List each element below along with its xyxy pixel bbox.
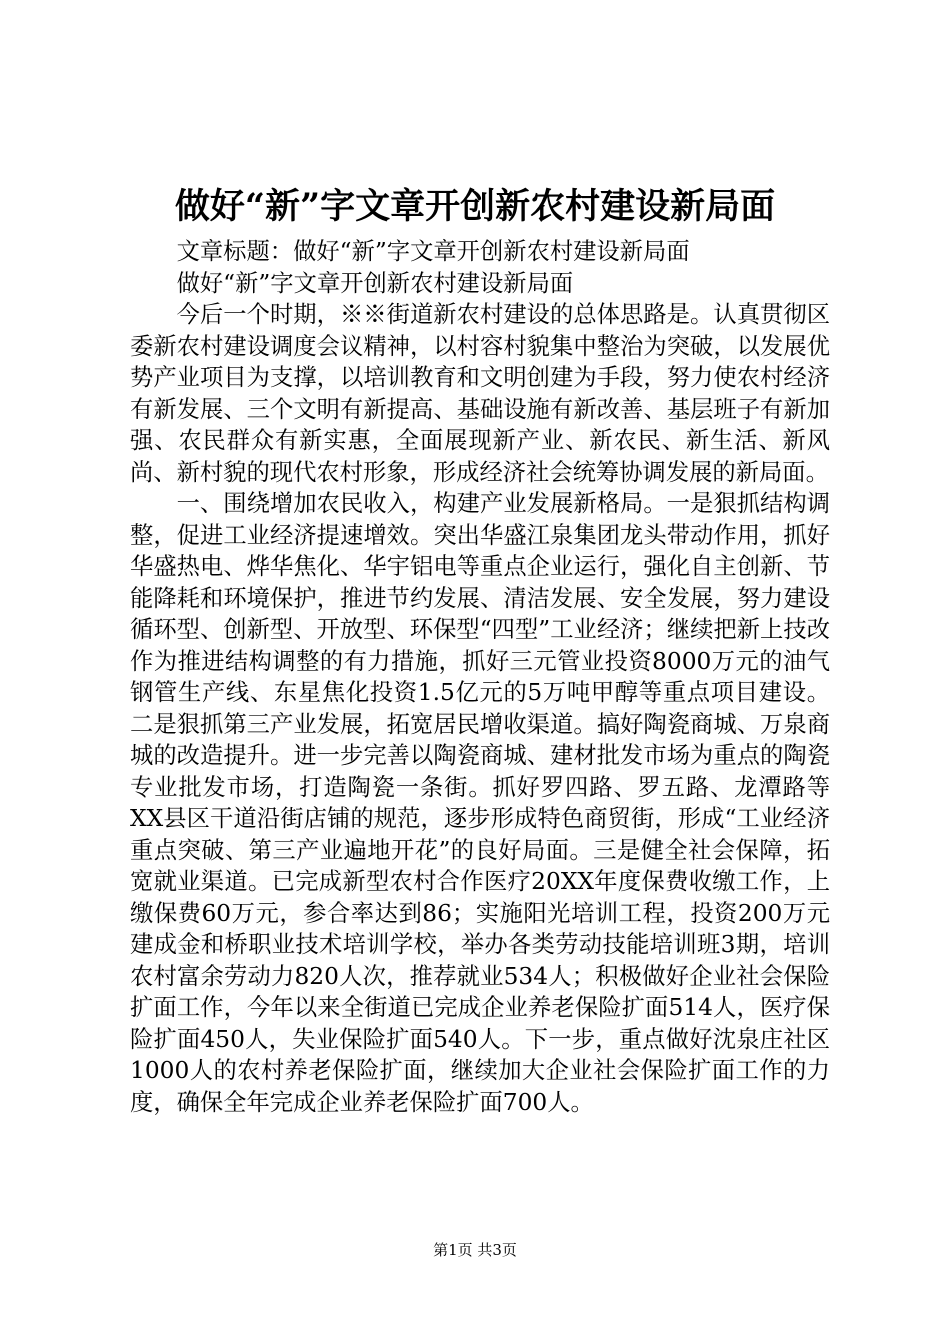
- page-footer: 第1页 共3页: [433, 1241, 517, 1259]
- article-subtitle-line: 做好“新”字文章开创新农村建设新局面: [176, 269, 574, 297]
- paragraph-section-one: 一、围绕增加农民收入，构建产业发展新格局。一是狠抓结构调整，促进工业经济提速增效。突出华盛江泉集团龙头带动作用，抓好华盛热电、烨华焦化、华宇铝电等重点企业运行，强化自主创新、节能降耗和环境保护，推进节约发展、清洁发展、安全发展，努力建设循环型、创新型、开放型、环保型“四型”工业经济；继续把新上技改作为推进结构调整的有力措施，抓好三元管业投资8000万元的油气钢管生产线、东星焦化投资1.5亿元的5万吨甲醇等重点项目建设。二是狠抓第三产业发展，拓宽居民增收渠道。搞好陶瓷商城、万泉商城的改造提升。进一步完善以陶瓷商城、建材批发市场为重点的陶瓷专业批发市场，打造陶瓷一条街。抓好罗四路、罗五路、龙潭路等XX县区干道沿街店铺的规范，逐步形成特色商贸街，形成“工业经济重点突破、第三产业遍地开花”的良好局面。三是健全社会保障，拓宽就业渠道。已完成新型农村合作医疗20XX年度保费收缴工作，上缴保费60万元，参合率达到86；实施阳光培训工程，投资200万元建成金和桥职业技术培训学校，举办各类劳动技能培训班3期，培训农村富余劳动力820人次，推荐就业534人；积极做好企业社会保险扩面工作，今年以来全街道已完成企业养老保险扩面514人，医疗保险扩面450人，失业保险扩面540人。下一步，重点做好沈泉庄社区1000人的农村养老保险扩面，继续加大企业社会保险扩面工作的力度，确保全年完成企业养老保险扩面700人。: [130, 490, 830, 1116]
- document-title: 做好“新”字文章开创新农村建设新局面: [174, 186, 776, 227]
- article-title-line: 文章标题：做好“新”字文章开创新农村建设新局面: [176, 238, 690, 265]
- paragraph-intro: 今后一个时期，※※街道新农村建设的总体思路是。认真贯彻区委新农村建设调度会议精神，以村容村貌集中整治为突破，以发展优势产业项目为支撑，以培训教育和文明创建为手段，努力使农村经济有新发展、三个文明有新提高、基础设施有新改善、基层班子有新加强、农民群众有新实惠，全面展现新产业、新农民、新生活、新风尚、新村貌的现代农村形象，形成经济社会统筹协调发展的新局面。: [130, 301, 830, 486]
- document-body: [130, 236, 830, 1118]
